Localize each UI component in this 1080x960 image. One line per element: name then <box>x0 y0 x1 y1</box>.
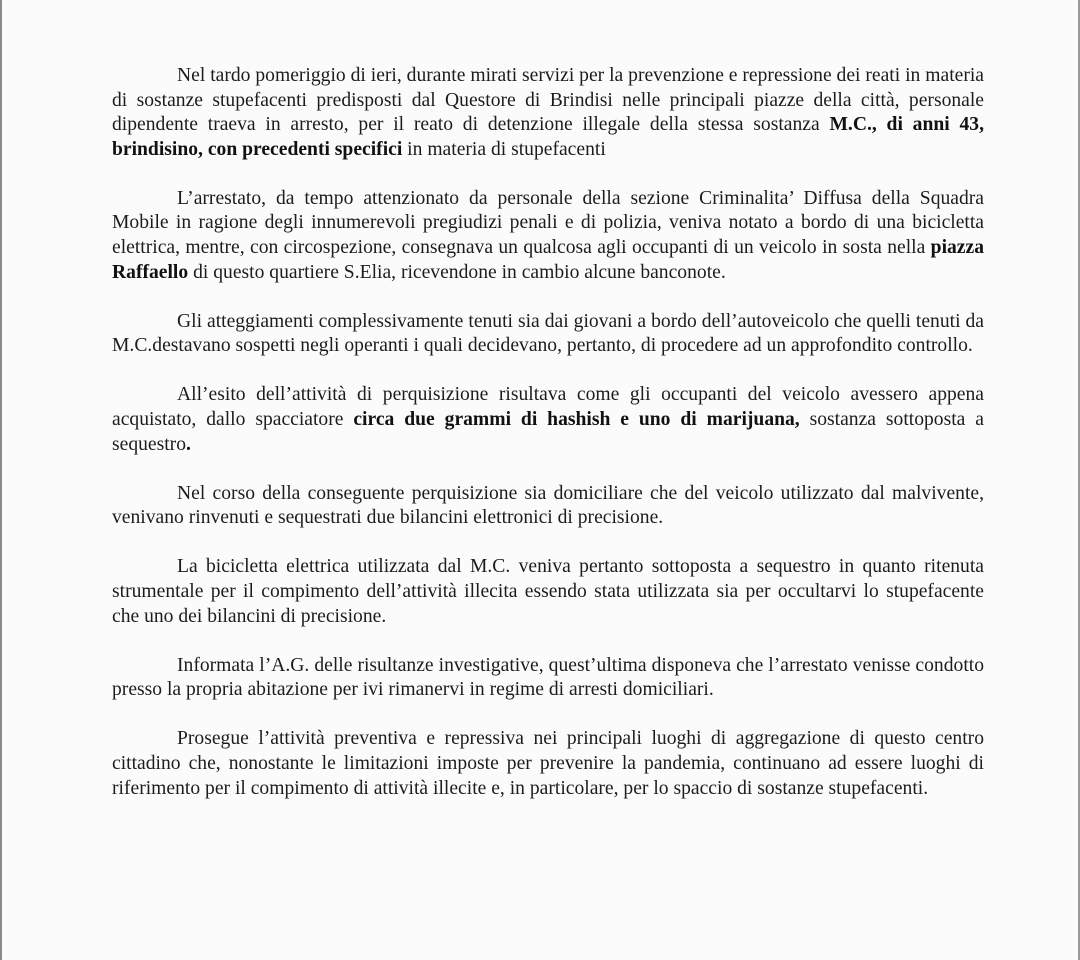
text-run: La bicicletta elettrica utilizzata dal M.C. veniva pertanto sottoposta a sequestro in quanto ritenuta strumentale per il compimento dell’attività illecita essendo stata utilizzata sia per occultarvi lo stupefacente che uno dei bilancini di precisione. <box>112 556 984 627</box>
text-run: Informata l’A.G. delle risultanze investigative, quest’ultima disponeva che l’arrestato venisse condotto presso la propria abitazione per ivi rimanervi in regime di arresti domiciliari. <box>112 654 984 701</box>
paragraph-suspect-observed <box>112 187 984 285</box>
text-run: Nel tardo pomeriggio di ieri, durante mirati servizi per la prevenzione e repressione dei reati in materia di sostanze stupefacenti predisposti dal Questore di Brindisi nelle principali piazze della città, personale dipendente traeva in arresto, per il reato di detenzione illegale della stessa sostanza <box>112 65 984 136</box>
paragraph-search-outcome <box>112 383 984 457</box>
paragraph-suspicious-behaviour <box>112 310 984 359</box>
bold-text-run: piazza Raffaello <box>112 237 984 283</box>
text-run: di questo quartiere S.Elia, ricevendone in cambio alcune banconote. <box>188 261 726 283</box>
text-run: Gli atteggiamenti complessivamente tenuti sia dai giovani a bordo dell’autoveicolo che quelli tenuti da M.C.destavano sospetti negli operanti i quali decidevano, pertanto, di procedere ad un approfondito controllo. <box>112 310 984 357</box>
paragraph-bicycle-seized <box>112 555 984 629</box>
bold-text-run: M.C., di anni 43, brindisino, con precedenti specifici <box>112 114 984 160</box>
page-edge-left <box>0 0 2 960</box>
bold-text-run: . <box>186 433 191 455</box>
text-run: Prosegue l’attività preventiva e repressiva nei principali luoghi di aggregazione di questo centro cittadino che, nonostante le limitazioni imposte per prevenire la pandemia, continuano ad essere luoghi di riferimento per il compimento di attività illecite e, in particolare, per lo spaccio di sostanze stupefacenti. <box>112 728 984 799</box>
paragraph-scales-seized <box>112 482 984 531</box>
paragraph-ongoing-activity <box>112 727 984 801</box>
bold-text-run: circa due grammi di hashish e uno di marijuana, <box>353 409 800 431</box>
text-run: L’arrestato, da tempo attenzionato da personale della sezione Criminalita’ Diffusa della Squadra Mobile in ragione degli innumerevoli pregiudizi penali e di polizia, veniva notato a bordo di una bicicletta elettrica, mentre, con circospezione, consegnava un qualcosa agli occupanti di un veicolo in sosta nella <box>112 187 984 259</box>
text-run: sostanza sottoposta a sequestro <box>112 409 984 455</box>
paragraph-house-arrest <box>112 654 984 703</box>
text-run: in materia di stupefacenti <box>402 138 606 160</box>
paragraph-arrest-announcement <box>112 64 984 162</box>
document-body <box>112 64 984 801</box>
text-run: Nel corso della conseguente perquisizione sia domiciliare che del veicolo utilizzato dal malvivente, venivano rinvenuti e sequestrati due bilancini elettronici di precisione. <box>112 482 984 529</box>
text-run: All’esito dell’attività di perquisizione risultava come gli occupanti del veicolo avessero appena acquistato, dallo spacciatore <box>112 384 984 431</box>
